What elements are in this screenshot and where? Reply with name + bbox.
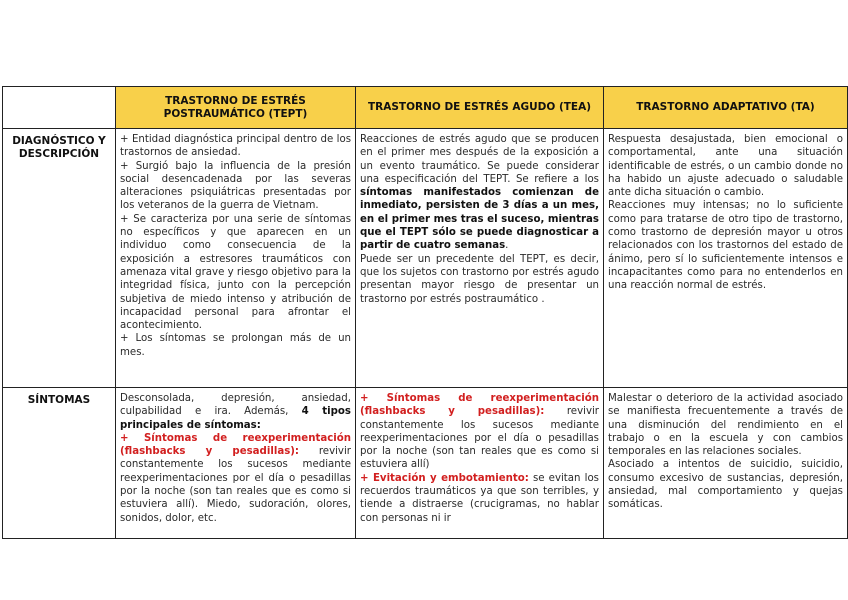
cell-paragraph: + Se caracteriza por una serie de síntomas no específicos y que aparecen en un individuo como consecuencia de la exposición a estresores traumáticos con amenaza vital grave y riesgo objetivo para la integridad física, junto con la percepción subjetiva de miedo intenso y atribución de incapacidad personal para afrontar el acontecimiento. (120, 213, 351, 332)
text-run: Reacciones de estrés agudo que se producen en el primer mes después de la exposición a un evento traumático. Se puede considerar una especificación del TEPT. Se refiere a los (360, 134, 599, 185)
cell-ta-sintomas (604, 388, 848, 539)
text-run: revivir constantemente los sucesos mediante reexperimentaciones por el día o pesadillas por la noche (son tan reales que es como si estuviera allí) (360, 406, 599, 471)
header-tept: TRASTORNO DE ESTRÉS POSTRAUMÁTICO (TEPT) (116, 87, 356, 129)
cell-paragraph: Asociado a intentos de suicidio, suicidio, consumo excesivo de sustancias, depresión, ansiedad, mal comportamiento y quejas somáticas. (608, 459, 843, 511)
cell-ta-diagnostico (604, 129, 848, 388)
red-heading: + Evitación y embotamiento: (360, 472, 529, 484)
cell-paragraph: Puede ser un precedente del TEPT, es decir, que los sujetos con trastorno por estrés agudo presentan mayor riesgo de presentar un trastorno por estrés postraumático . (360, 253, 599, 305)
cell-paragraph: Reacciones muy intensas; no lo suficiente como para tratarse de otro tipo de trastorno, como trastorno de depresión mayor u otros relacionados con los trastornos del estado de ánimo, pero sí lo suficientemente intensos e incapacitantes como para no entenderlos en una reacción normal de estrés. (608, 200, 843, 292)
cell-paragraph (360, 472, 599, 525)
cell-tept-diagnostico (116, 129, 356, 388)
bold-text: 4 tipos principales de síntomas: (120, 406, 351, 431)
red-heading: + Síntomas de reexperimentación (flashbacks y pesadillas): (120, 432, 351, 458)
table-row (3, 129, 848, 388)
header-row (3, 87, 848, 129)
cell-tea-sintomas (356, 388, 604, 539)
row-label-sintomas: SÍNTOMAS (3, 388, 116, 539)
cell-paragraph: Respuesta desajustada, bien emocional o comportamental, ante una situación identificable de estrés, o un cambio donde no ha habido un ajuste adecuado o saludable ante dicha situación o cambio. (608, 134, 843, 199)
bold-text: síntomas manifestados comienzan de inmediato, persisten de 3 días a un mes, en el primer mes tras el suceso, mientras que el TEPT sólo se puede diagnosticar a partir de cuatro semanas (360, 187, 599, 252)
cell-paragraph: + Entidad diagnóstica principal dentro de los trastornos de ansiedad. (120, 134, 351, 159)
cell-tept-sintomas (116, 388, 356, 539)
cell-paragraph: Malestar o deterioro de la actividad asociado se manifiesta frecuentemente a través de una disminución del rendimiento en el trabajo o en la escuela y con cambios temporales en las relaciones sociales. (608, 393, 843, 458)
cell-paragraph (120, 432, 351, 525)
cell-paragraph (120, 392, 351, 432)
text-run: revivir constantemente los sucesos mediante reexperimentaciones por el día o pesadillas por la noche (son tan reales que es como si estuviera allí). Miedo, sudoración, olores, sonidos, dolor, etc. (120, 446, 351, 524)
red-heading: + Síntomas de reexperimentación (flashbacks y pesadillas): (360, 393, 599, 418)
comparison-table (2, 86, 848, 539)
header-ta: TRASTORNO ADAPTATIVO (TA) (604, 87, 848, 129)
text-run: Desconsolada, depresión, ansiedad, culpabilidad e ira. Además, (120, 393, 351, 418)
text-run: se evitan los recuerdos traumáticos ya que son terribles, y tiende a distraerse (crucigramas, no hablar con personas ni ir (360, 472, 599, 524)
cell-paragraph: + Surgió bajo la influencia de la presión social desencadenada por las severas alteraciones psiquiátricas presentadas por los veteranos de la guerra de Vietnam. (120, 160, 351, 212)
cell-paragraph (360, 133, 599, 253)
header-empty-cell (3, 87, 116, 129)
text-run: . (505, 240, 509, 252)
header-tea: TRASTORNO DE ESTRÉS AGUDO (TEA) (356, 87, 604, 129)
cell-tea-diagnostico (356, 129, 604, 388)
cell-paragraph (360, 392, 599, 472)
table-row (3, 388, 848, 539)
cell-paragraph: + Los síntomas se prolongan más de un mes. (120, 333, 351, 358)
row-label-diagnostico: DIAGNÓSTICO Y DESCRIPCIÓN (3, 129, 116, 388)
